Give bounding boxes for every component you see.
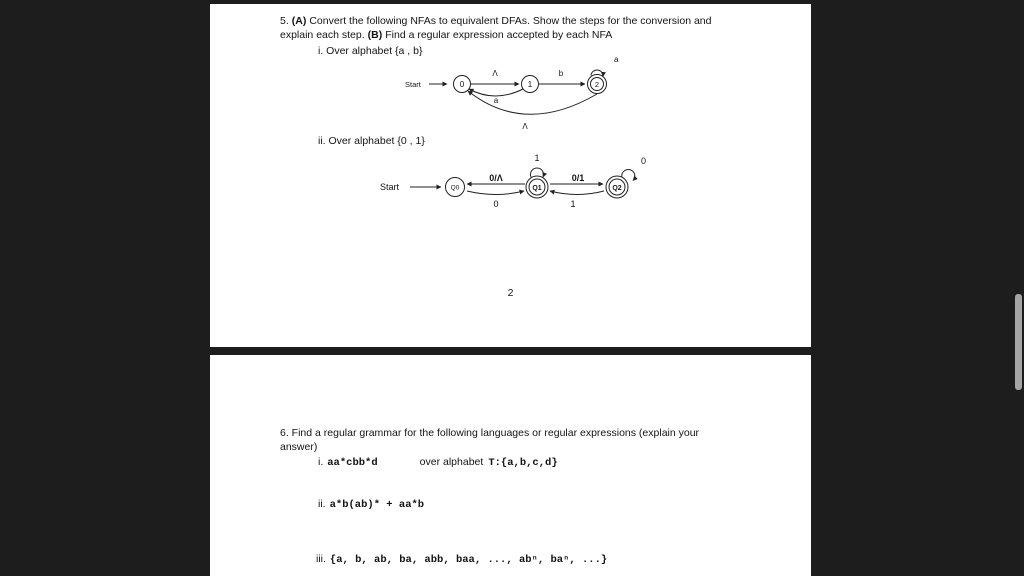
nfa2-edge-q0-q1-top-label: 0/Λ xyxy=(489,173,503,183)
problem5-part-b-label: (B) xyxy=(367,29,383,41)
problem5-line2-pre: explain each step. xyxy=(280,29,365,41)
problem6-item-i-alphabet: T:{a,b,c,d} xyxy=(488,457,558,469)
nfa2-state-q1-label: Q1 xyxy=(532,185,542,192)
nfa1-edge-1-2-label: b xyxy=(558,69,564,78)
problem5-part-a-label: (A) xyxy=(291,15,307,27)
nfa1-edge-2-0-back xyxy=(468,91,597,114)
problem6-item-i xyxy=(318,456,558,470)
nfa2-edge-q2-q1-bottom-label: 1 xyxy=(570,199,576,209)
nfa2-start-label: Start xyxy=(380,182,400,192)
nfa1-state-2-label: 2 xyxy=(594,80,600,89)
nfa1-start-label: Start xyxy=(405,80,421,89)
nfa-diagram-2 xyxy=(370,148,670,226)
problem6-item-iii xyxy=(316,553,607,567)
problem5-item-i: i. Over alphabet {a , b} xyxy=(318,45,423,57)
nfa2-loop-q2-label: 0 xyxy=(641,156,647,166)
nfa1-edge-1-0-bottom-label: a xyxy=(493,96,499,105)
nfa2-edge-q0-q1-bottom xyxy=(467,191,524,195)
problem5-line2-text: Find a regular expression accepted by each NFA xyxy=(385,29,613,41)
page-1 xyxy=(210,4,811,347)
nfa2-edge-q1-q2-top-label: 0/1 xyxy=(571,173,585,183)
problem5-item-ii: ii. Over alphabet {0 , 1} xyxy=(318,135,425,147)
problem5-line2 xyxy=(280,29,612,42)
problem5-line1 xyxy=(280,15,711,28)
problem5-number: 5. xyxy=(280,15,289,27)
nfa-diagram-1 xyxy=(385,46,655,141)
page-2 xyxy=(210,355,811,576)
nfa1-state-1-label: 1 xyxy=(527,80,533,89)
nfa1-edge-0-1-top-label: Λ xyxy=(492,69,498,78)
nfa2-state-q0-label: Q0 xyxy=(450,184,460,192)
nfa1-edge-2-0-label: Λ xyxy=(522,122,528,131)
nfa2-loop-q1-label: 1 xyxy=(534,153,540,163)
nfa1-loop-2-label: a xyxy=(614,55,619,64)
nfa2-state-q2-label: Q2 xyxy=(612,185,622,192)
nfa1-edge-1-0-bottom xyxy=(469,89,523,96)
nfa2-edge-q2-q1-bottom xyxy=(550,191,604,195)
problem6-item-ii xyxy=(318,498,424,512)
problem6-item-i-expression: aa*cbb*d xyxy=(327,457,378,469)
problem6-item-iii-expression: {a, b, ab, ba, abb, baa, ..., abⁿ, baⁿ, ...} xyxy=(329,554,608,566)
problem5-line1-text: Convert the following NFAs to equivalent DFAs. Show the steps for the conversion and xyxy=(309,15,712,27)
problem6-line2: answer) xyxy=(280,441,318,453)
problem6-item-ii-expression: a*b(ab)* + aa*b xyxy=(329,499,425,511)
problem6-item-i-label: i. xyxy=(318,456,324,468)
scrollbar-thumb[interactable] xyxy=(1015,294,1022,390)
problem6-item-i-over-alphabet: over alphabet xyxy=(419,456,484,468)
nfa1-state-0-label: 0 xyxy=(459,80,465,89)
nfa2-edge-q0-q1-bottom-label: 0 xyxy=(493,199,499,209)
problem6-item-ii-label: ii. xyxy=(318,498,326,510)
problem6-line1: 6. Find a regular grammar for the following languages or regular expressions (explain your xyxy=(280,427,700,439)
problem6-item-iii-label: iii. xyxy=(316,553,326,565)
page-number: 2 xyxy=(507,287,514,299)
